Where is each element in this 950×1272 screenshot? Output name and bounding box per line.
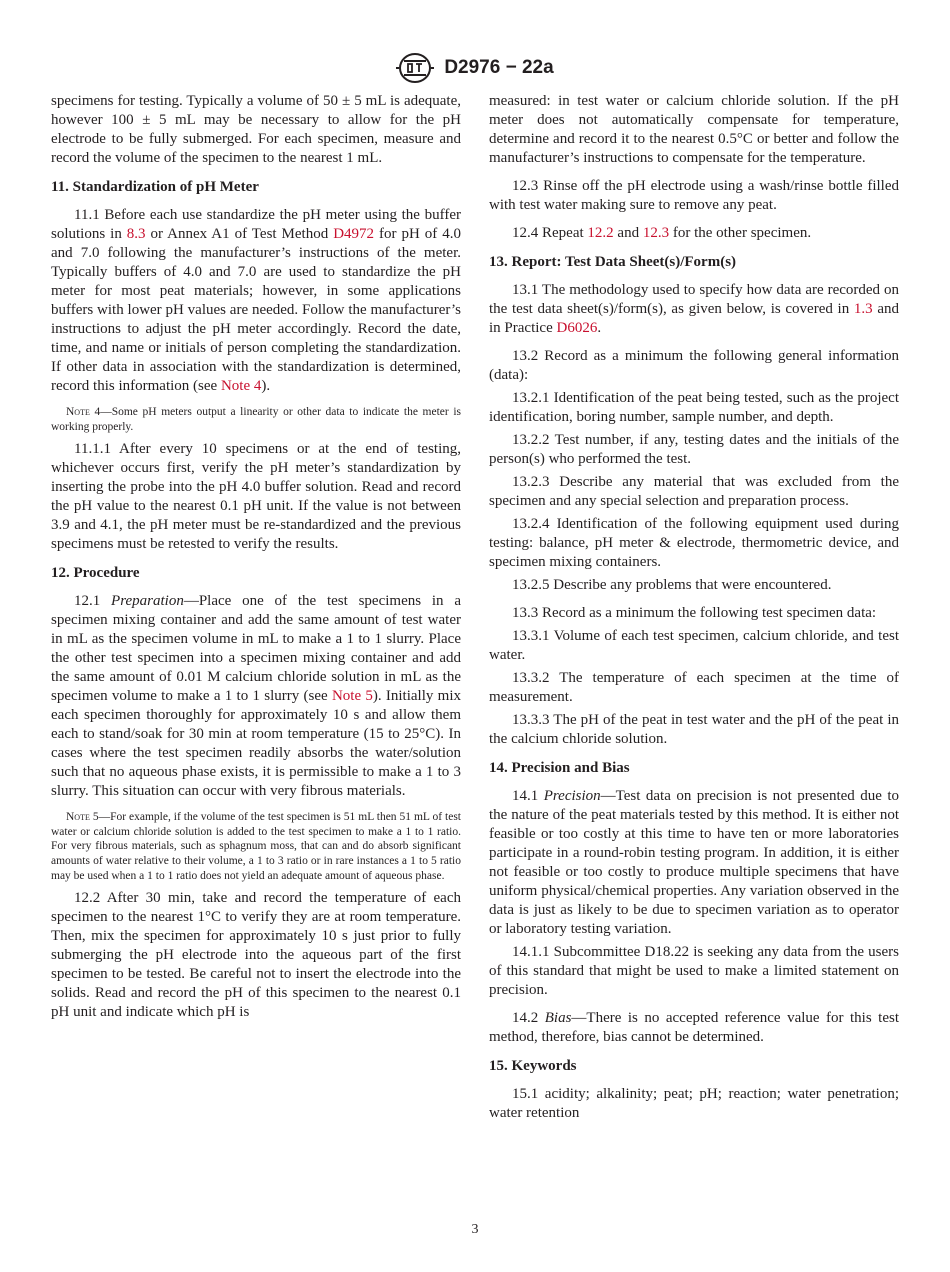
paragraph-12-1: 12.1 Preparation—Place one of the test specimens in a specimen mixing container and add the same amount of test water in mL as the specimen volume in mL to make a 1 to 1 slurry. Place the other test specimen into a specimen mixing container and add the same amount of 0.01 M calcium chloride solution in mL as the specimen volume to make a 1 to 1 slurry (see Note 5). Initially mix each specimen thoroughly for approximately 10 s and allow them each to stand/soak for 30 min at room temperature (15 to 25°C). In cases where the test specimen readily absorbs the water/solution such that no aqueous phase exists, it is permissible to make a 1 to 3 slurry. This situation can occur with very fibrous materials. <box>51 593 461 800</box>
link-note-4[interactable]: Note 4 <box>220 378 262 394</box>
note-5: Note 5—For example, if the volume of the test specimen is 51 mL then 51 mL of test water or calcium chloride solution is added to the test specimen to make a 1 to 1 ratio. For very fibrous materials, such as sphagnum moss, that can and do absorb significant amounts of water relative to their volume, a 1 to 3 ratio or in rare instances a 1 to 5 ratio may be used when a 1 to 1 ratio does not yield an adequate amount of aqueous phase. <box>51 811 461 882</box>
page-number: 3 <box>471 1222 479 1237</box>
astm-logo-icon <box>396 52 434 84</box>
paragraph-14-1-1: 14.1.1 Subcommittee D18.22 is seeking any data from the users of this standard that might be used to make a limited statement on precision. <box>489 944 899 998</box>
link-note-5[interactable]: Note 5 <box>331 688 373 705</box>
link-d4972[interactable]: D4972 <box>333 226 375 242</box>
paragraph-11-1-1: 11.1.1 After every 10 specimens or at the end of testing, whichever occurs first, verify the pH meter’s standardization by inserting the probe into the pH 4.0 buffer solution. Read and record the pH value to the nearest 0.1 pH unit. If the value is not between 3.9 and 4.1, the pH meter must be re-standardized and the previous specimens must be retested to verify the results. <box>51 441 461 553</box>
paragraph-13-1: 13.1 The methodology used to specify how data are recorded on the test data sheet(s)/form(s), as given below, is covered in 1.3 and in Practice D6026. <box>489 282 899 336</box>
paragraph-13-2-3: 13.2.3 Describe any material that was excluded from the specimen and any special selection and preparation process. <box>489 474 899 509</box>
paragraph-12-2: 12.2 After 30 min, take and record the temperature of each specimen to the nearest 1°C to verify they are at room temperature. Then, mix the specimen for approximately 10 s just prior to fully submerging the pH electrode into the aqueous part of the first specimen to be tested. Be careful not to insert the electrode into the solids. Read and record the pH of this specimen to the nearest 0.1 pH unit and indicate which pH is <box>51 890 461 1021</box>
paragraph-13-2-4: 13.2.4 Identification of the following equipment used during testing: balance, pH meter & electrode, thermometric device, and specimen mixing containers. <box>489 516 899 570</box>
link-1-3[interactable]: 1.3 <box>853 301 873 317</box>
paragraph-11-1: 11.1 Before each use standardize the pH meter using the buffer solutions in 8.3 or Annex A1 of Test Method D4972 for pH of 4.0 and 7.0 following the manufacturer’s instructions of the meter. Typically buffers of 4.0 and 7.0 are used to standardize the pH meter for most peat materials; however, in some applications buffers with lower pH values are needed. Follow the manufacturer’s instructions to adjust the pH meter accordingly. Record the date, time, and name or initials of person completing the standardization. If other data in association with the standardization is determined, record this information (see Note 4). <box>51 207 461 394</box>
paragraph-13-3-2: 13.3.2 The temperature of each specimen at the time of measurement. <box>489 670 899 705</box>
note-4: Note 4—Some pH meters output a linearity or other data to indicate the meter is working properly. <box>51 406 461 433</box>
paragraph-15-1: 15.1 acidity; alkalinity; peat; pH; reaction; water penetration; water retention <box>489 1086 899 1121</box>
section-15-heading: 15. Keywords <box>489 1058 577 1074</box>
link-8-3[interactable]: 8.3 <box>126 226 146 242</box>
page-header <box>0 52 950 84</box>
right-column <box>489 92 899 1127</box>
paragraph-continued-right: measured: in test water or calcium chloride solution. If the pH meter does not automatically compensate for temperature, determine and record it to the nearest 0.5°C or better and follow the manufacturer’s instructions to compensate for the temperature. <box>489 93 899 166</box>
link-12-2[interactable]: 12.2 <box>587 225 614 241</box>
link-d6026[interactable]: D6026 <box>556 320 598 336</box>
paragraph-13-2-2: 13.2.2 Test number, if any, testing dates and the initials of the person(s) who performed the test. <box>489 432 899 467</box>
paragraph-14-2: 14.2 Bias—There is no accepted reference value for this test method, therefore, bias cannot be determined. <box>489 1010 900 1045</box>
paragraph-13-2-5: 13.2.5 Describe any problems that were encountered. <box>512 577 832 593</box>
paragraph-13-2-1: 13.2.1 Identification of the peat being tested, such as the project identification, boring number, sample number, and depth. <box>489 390 899 425</box>
paragraph-14-1: 14.1 Precision—Test data on precision is not presented due to the nature of the peat materials tested by this method. It is either not feasible or too costly at this time to have ten or more laboratories participate in a round-robin testing program. In addition, it is either not feasible or too costly to produce multiple specimens that have uniform physical/chemical properties. Any variation observed in the data is just as likely to be due to specimen variation as to operator or laboratory testing variation. <box>489 788 900 937</box>
link-12-3[interactable]: 12.3 <box>642 225 670 241</box>
document-id: D2976 − 22a <box>444 57 554 78</box>
paragraph-12-4: 12.4 Repeat 12.2 and 12.3 for the other specimen. <box>512 225 812 241</box>
left-column <box>51 92 461 1026</box>
section-11-heading: 11. Standardization of pH Meter <box>51 179 259 195</box>
paragraph-13-3: 13.3 Record as a minimum the following test specimen data: <box>512 605 877 621</box>
paragraph-12-3: 12.3 Rinse off the pH electrode using a wash/rinse bottle filled with test water making sure to remove any peat. <box>489 178 899 213</box>
paragraph-13-3-1: 13.3.1 Volume of each test specimen, calcium chloride, and test water. <box>489 628 899 663</box>
section-12-heading: 12. Procedure <box>51 565 140 582</box>
paragraph-13-3-3: 13.3.3 The pH of the peat in test water and the pH of the peat in the calcium chloride solution. <box>489 712 899 747</box>
section-13-heading: 13. Report: Test Data Sheet(s)/Form(s) <box>489 254 737 270</box>
paragraph-13-2: 13.2 Record as a minimum the following general information (data): <box>489 348 899 383</box>
section-14-heading: 14. Precision and Bias <box>489 760 630 776</box>
paragraph-continued: specimens for testing. Typically a volume of 50 ± 5 mL is adequate, however 100 ± 5 mL may be necessary to allow for the pH electrode to be fully submerged. For each specimen, measure and record the volume of the specimen to the nearest 1 mL. <box>51 93 461 166</box>
